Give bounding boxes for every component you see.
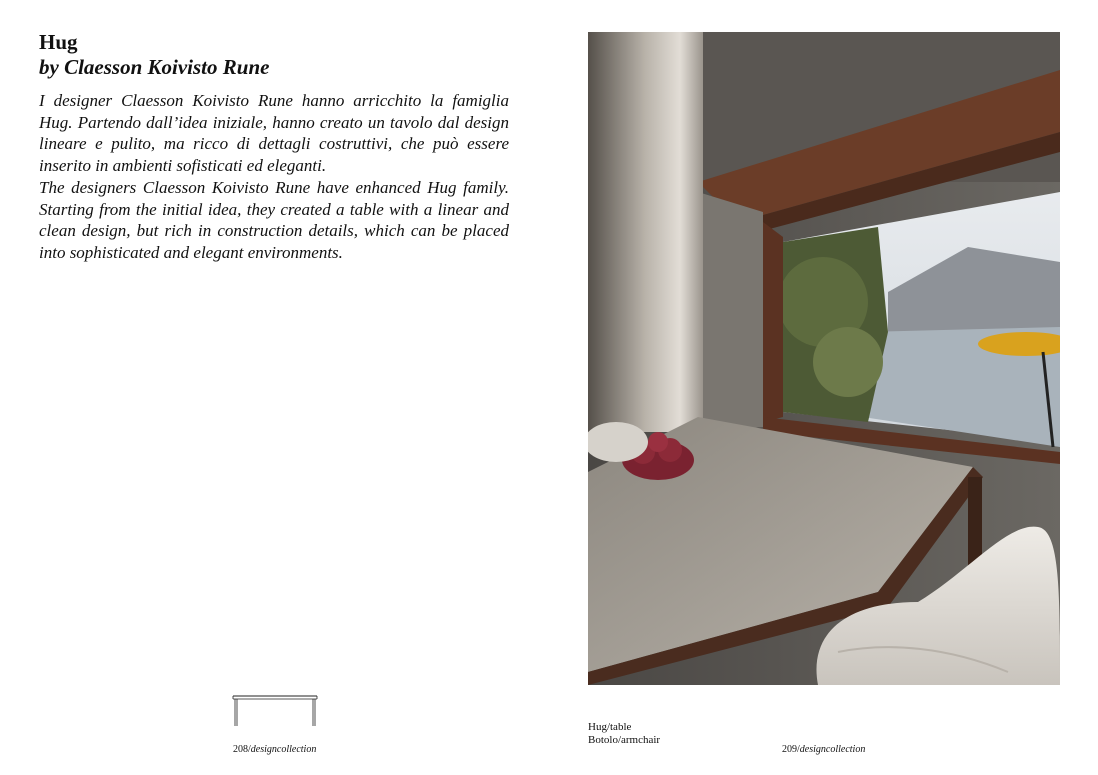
- folio-label: designcollection: [799, 744, 866, 755]
- page-number: 208/: [233, 744, 251, 755]
- description-italian: I designer Claesson Koivisto Rune hanno arricchito la famiglia Hug. Partendo dall’idea iniziale, hanno creato un tavolo dal design lineare e pulito, ma ricco di dettagli costruttivi, che può essere inserito in ambienti sofisticati ed eleganti.: [39, 91, 509, 176]
- page-number-right: [782, 744, 865, 755]
- page-number-left: [233, 744, 316, 755]
- description-english: The designers Claesson Koivisto Rune have enhanced Hug family. Starting from the initial idea, they created a table with a linear and clean design, but rich in construction details, which can be placed into sophisticated and elegant environments.: [39, 177, 509, 262]
- interior-photo: [588, 32, 1060, 685]
- designer-byline: by Claesson Koivisto Rune: [39, 55, 270, 79]
- photo-caption: [588, 721, 660, 747]
- caption-line-1: Hug/table: [588, 721, 632, 733]
- caption-line-2: Botolo/armchair: [588, 734, 661, 746]
- page-title: Hug: [39, 30, 78, 54]
- folio-label: designcollection: [250, 744, 317, 755]
- page-number: 209/: [782, 744, 800, 755]
- table-outline-icon: [232, 695, 318, 727]
- description: [39, 90, 509, 264]
